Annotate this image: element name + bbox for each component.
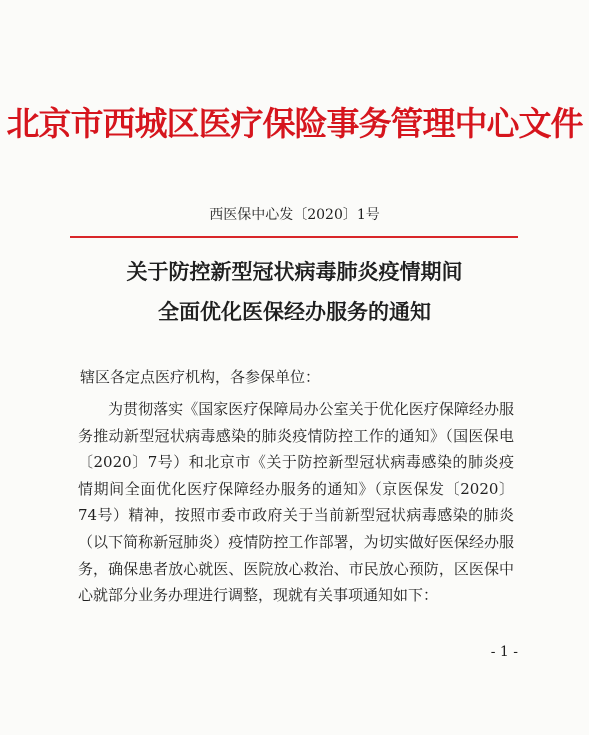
issuer-masthead: 北京市西城区医疗保险事务管理中心文件 [6,104,583,143]
salutation: 辖区各定点医疗机构，各参保单位： [80,368,321,386]
notice-title-line-1: 关于防控新型冠状病毒肺炎疫情期间 [126,259,463,284]
notice-title-line-2: 全面优化医保经办服务的通知 [158,299,431,324]
page-number: - 1 - [490,644,518,660]
document-number: 西医保中心发〔2020〕1号 [209,207,380,223]
body-paragraph: 为贯彻落实《国家医疗保障局办公室关于优化医疗保障经办服务推动新型冠状病毒感染的肺炎疫情防控工作的通知》（国医保电〔2020〕7号）和北京市《关于防控新型冠状病毒感染的肺炎疫情期间全面优化医疗保障经办服务的通知》（京医保发〔2020〕74号）精神，按照市委市政府关于当前新型冠状病毒感染的肺炎（以下简称新冠肺炎）疫情防控工作部署，为切实做好医保经办服务，确保患者放心就医、医院放心救治、市民放心预防，区医保中心就部分业务办理进行调整，现就有关事项通知如下： [78,400,514,605]
red-divider-line [70,236,518,238]
